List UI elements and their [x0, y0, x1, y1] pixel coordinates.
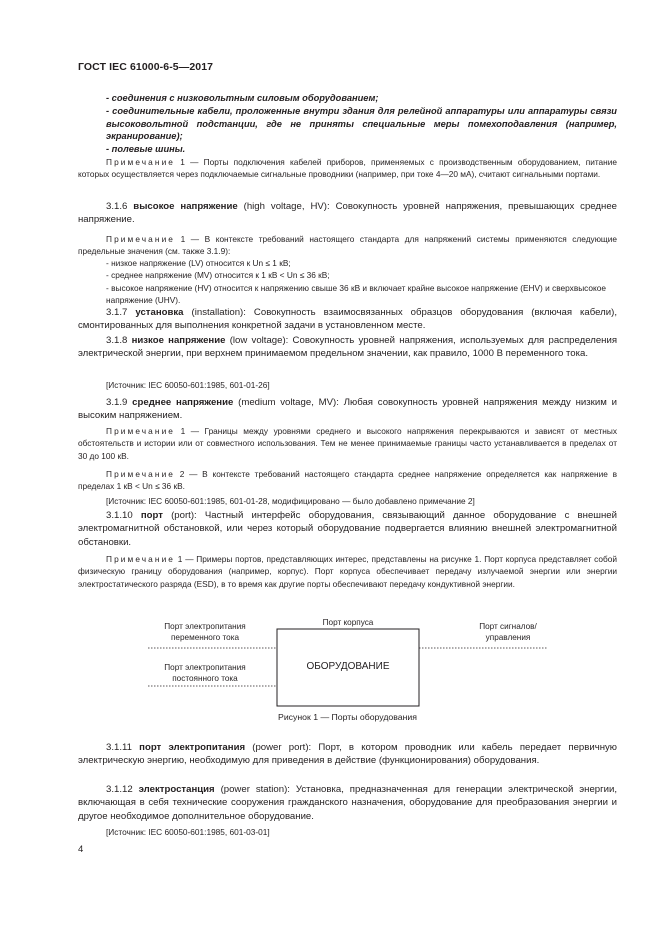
source-3-1-8: [Источник: IEC 60050-601:1985, 601-01-26] [106, 380, 270, 390]
list-item: - высокое напряжение (HV) относится к напряжению свыше 36 кВ и включает крайне высокое напряжение (EHV) и сверхвысокое напряжение (UHV). [106, 282, 606, 305]
section-3-1-12: 3.1.12 электростанция (power station): Установка, предназначенная для генерации электрической энергии, включающая в себя технические сооружения гражданского назначения, оборудование для преобразования энергии и другое необходимое дополнительное оборудование. [78, 784, 617, 822]
section-3-1-7: 3.1.7 установка (installation): Совокупность взаимосвязанных образцов оборудования (включая кабели), смонтированных для выполнения конкретной задачи в установленном месте. [78, 307, 617, 332]
figure-caption: Рисунок 1 — Порты оборудования [278, 712, 417, 722]
ac-power-port-label: Порт электропитания переменного тока [164, 622, 246, 642]
source-3-1-9: [Источник: IEC 60050-601:1985, 601-01-28, модифицировано — было добавлено примечание 2] [106, 496, 475, 506]
section-3-1-10: 3.1.10 порт (port): Частный интерфейс оборудования, связывающий данное оборудование с внешней электромагнитной обстановкой, или через который оборудование подвергается влиянию внешней электромагнитной обстановки. [78, 510, 617, 548]
list-item: - полевые шины. [106, 144, 186, 155]
section-3-1-9: 3.1.9 среднее напряжение (medium voltage, MV): Любая совокупность уровней напряжения между низким и высоким напряжением. [78, 397, 617, 422]
list-item: - соединительные кабели, проложенные внутри здания для релейной аппаратуры или аппаратуры связи высоковольтной подстанции, где не приняты специальные меры помехоподавления (например, экранирование); [106, 105, 617, 142]
document-header: ГОСТ IEC 61000-6-5—2017 [78, 61, 214, 73]
dc-power-port-label: Порт электропитания постоянного тока [164, 663, 246, 683]
section-3-1-11: 3.1.11 порт электропитания (power port): Порт, в котором проводник или кабель передает первичную электрическую энергию, необходимую для приведения в действие (функционирования) оборудования. [78, 742, 617, 767]
section-3-1-10-note: Примечание 1 — Примеры портов, представляющих интерес, представлены на рисунке 1. Порт корпуса представляет собой физическую границу оборудования (например, корпус). Порт корпуса обеспечивает передачу излучаемой энергии или энергии электростатического разряда (ESD), в то время как другие порты обеспечивают передачу кондуктивной энергии. [78, 554, 617, 589]
page-number: 4 [78, 844, 84, 855]
section-3-1-9-note-2: Примечание 2 — В контексте требований настоящего стандарта среднее напряжение определяется как напряжение в пределах 1 кВ < Un ≤ 36 кВ. [78, 469, 617, 492]
enclosure-port-label: Порт корпуса [322, 618, 374, 627]
section-3-1-9-note-1: Примечание 1 — Границы между уровнями среднего и высокого напряжения перекрываются и зависят от местных обстоятельств и истории или от совместного использования. Тем не менее принимаемые границы часто устанавливается в пределах от 30 до 100 кВ. [78, 426, 617, 461]
signal-port-label: Порт сигналов/ управления [479, 622, 537, 642]
list-item: - низкое напряжение (LV) относится к Un ≤ 1 кВ; [106, 258, 291, 268]
section-3-1-8: 3.1.8 низкое напряжение (low voltage): Совокупность уровней напряжения, используемых для распределения электрической энергии, при верхнем принимаемом предельном значении, как правило, 1000 В переменного тока. [78, 335, 618, 360]
equipment-label: ОБОРУДОВАНИЕ [306, 661, 390, 672]
note-ports-cables: Примечание 1 — Порты подключения кабелей приборов, применяемых с производственным оборудованием, питание которых осуществляется через подключаемые сигнальные проводники (например, при токе 4—20 мА), считают сигнальными портами. [78, 157, 617, 180]
section-3-1-6-note: Примечание 1 — В контексте требований настоящего стандарта для напряжений системы применяются следующие предельные значения (см. также 3.1.9): [78, 234, 617, 257]
section-3-1-6: 3.1.6 высокое напряжение (high voltage, HV): Совокупность уровней напряжения, превышающих среднее напряжение. [78, 201, 618, 226]
list-item: - среднее напряжение (MV) относится к 1 кВ < Un ≤ 36 кВ; [106, 270, 330, 281]
list-item: - соединения с низковольтным силовым оборудованием; [106, 93, 379, 103]
source-3-1-12: [Источник: IEC 60050-601:1985, 601-03-01] [106, 827, 270, 837]
